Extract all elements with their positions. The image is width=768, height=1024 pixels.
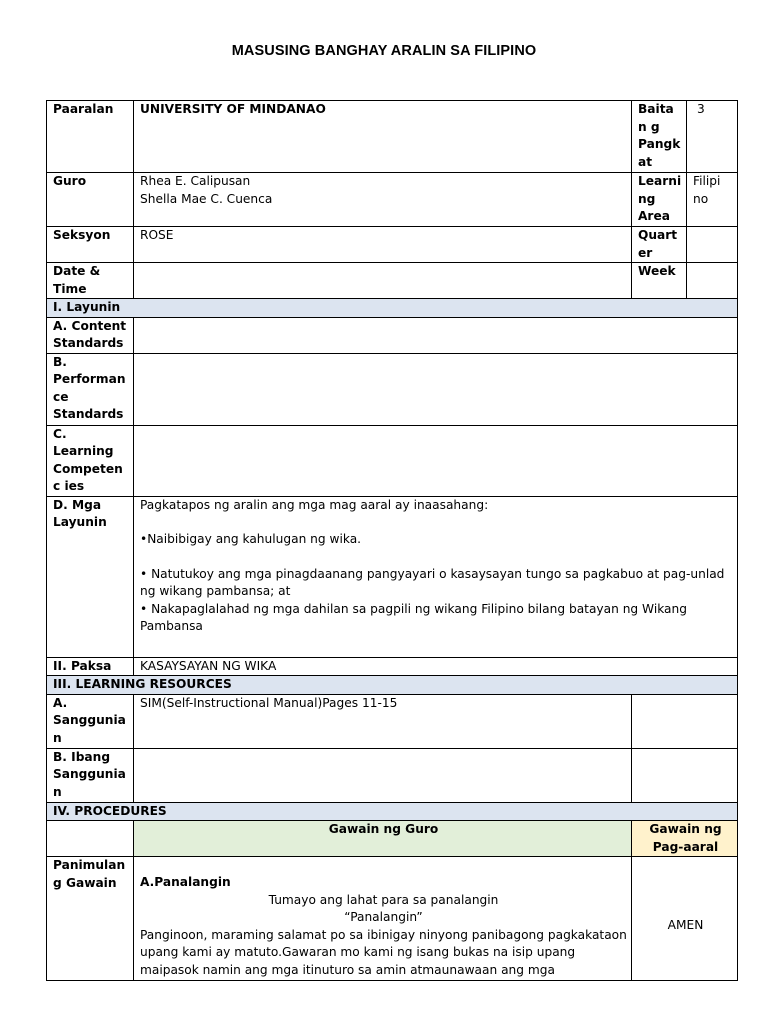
- lesson-plan-table: [46, 100, 738, 981]
- content-standards-label: A. Content Standards: [47, 317, 134, 353]
- mga-layunin-label: D. Mga Layunin: [47, 496, 134, 657]
- row-content-standards: [47, 317, 738, 353]
- row-learning-competencies: [47, 425, 738, 496]
- guro-value: [134, 173, 632, 227]
- row-performance-standards: [47, 353, 738, 425]
- section-learning-resources: [47, 676, 738, 695]
- row-guro: [47, 173, 738, 227]
- date-label: Date & Time: [47, 263, 134, 299]
- panalangin-instruction: Tumayo ang lahat para sa panalangin: [268, 892, 499, 907]
- quarter-label: Quart er: [632, 227, 687, 263]
- paaralan-value: UNIVERSITY OF MINDANAO: [134, 101, 632, 173]
- week-value: [687, 263, 738, 299]
- guro-name-2: Shella Mae C. Cuenca: [140, 191, 273, 206]
- paksa-value: KASAYSAYAN NG WIKA: [134, 657, 738, 676]
- row-paaralan: [47, 101, 738, 173]
- layunin-item-1: •Naibibigay ang kahulugan ng wika.: [140, 532, 362, 546]
- row-mga-layunin: [47, 496, 738, 657]
- sanggunian-extra: [632, 694, 738, 748]
- section-layunin: [47, 299, 738, 318]
- document-title: MASUSING BANGHAY ARALIN SA FILIPINO: [231, 43, 537, 59]
- seksyon-label: Seksyon: [47, 227, 134, 263]
- learning-competencies-value: [134, 425, 738, 496]
- week-label: Week: [632, 263, 687, 299]
- paaralan-label: Paaralan: [47, 101, 134, 173]
- panimulang-gawain-label: Panimulan g Gawain: [47, 857, 134, 981]
- learning-area-label: Learni ng Area: [632, 173, 687, 227]
- row-paksa: [47, 657, 738, 676]
- panalangin-heading: A.Panalangin: [140, 875, 231, 889]
- section-procedures-label: IV. PROCEDURES: [47, 802, 738, 821]
- gawain-aaral-header: Gawain ng Pag-aaral: [632, 821, 738, 857]
- gawain-guro-header: Gawain ng Guro: [134, 821, 632, 857]
- row-panimulang-gawain: [47, 857, 738, 981]
- seksyon-value: ROSE: [134, 227, 632, 263]
- row-procedures-header: [47, 821, 738, 857]
- learning-area-value: Filipi no: [687, 173, 738, 227]
- learning-competencies-label: C. Learning Competenc ies: [47, 425, 134, 496]
- baitang-label: Baitan g Pangk at: [632, 101, 687, 173]
- content-standards-value: [134, 317, 738, 353]
- panalangin-title: “Panalangin”: [344, 910, 423, 924]
- sanggunian-value: SIM(Self-Instructional Manual)Pages 11-15: [134, 694, 632, 748]
- row-ibang-sanggunian: [47, 748, 738, 802]
- ibang-sanggunian-label: B. Ibang Sanggunia n: [47, 748, 134, 802]
- guro-label: Guro: [47, 173, 134, 227]
- mga-layunin-value: [134, 496, 738, 657]
- procedures-header-blank: [47, 821, 134, 857]
- layunin-item-3: • Nakapaglalahad ng mga dahilan sa pagpili ng wikang Filipino bilang batayan ng Wikang Pambansa: [140, 601, 687, 633]
- layunin-intro: Pagkatapos ng aralin ang mga mag aaral ay inaasahang:: [140, 497, 489, 512]
- panalangin-text: Panginoon, maraming salamat po sa ibinigay ninyong panibagong pagkakataon upang kami ay matuto.Gawaran mo kami ng isang bukas na isip upang maipasok namin ang mga itinuturo sa amin atmaunawaan ang mga: [140, 927, 627, 977]
- paksa-label: II. Paksa: [47, 657, 134, 676]
- quarter-value: [687, 227, 738, 263]
- section-procedures: [47, 802, 738, 821]
- student-response: AMEN: [667, 917, 704, 932]
- layunin-item-2: • Natutukoy ang mga pinagdaanang pangyayari o kasaysayan tungo sa pagkabuo at pag-unlad ng wikang pambansa; at: [140, 566, 725, 598]
- panimulang-gawain-aaral: [632, 857, 738, 981]
- panimulang-gawain-guro: [134, 857, 632, 981]
- sanggunian-label: A. Sanggunia n: [47, 694, 134, 748]
- row-seksyon: [47, 227, 738, 263]
- baitang-value: 3: [687, 101, 738, 173]
- row-date: [47, 263, 738, 299]
- ibang-sanggunian-extra: [632, 748, 738, 802]
- performance-standards-value: [134, 353, 738, 425]
- section-layunin-label: I. Layunin: [47, 299, 738, 318]
- performance-standards-label: B. Performan ce Standards: [47, 353, 134, 425]
- ibang-sanggunian-value: [134, 748, 632, 802]
- row-sanggunian: [47, 694, 738, 748]
- guro-name-1: Rhea E. Calipusan: [140, 174, 251, 188]
- date-value: [134, 263, 632, 299]
- section-learning-resources-label: III. LEARNING RESOURCES: [47, 676, 738, 695]
